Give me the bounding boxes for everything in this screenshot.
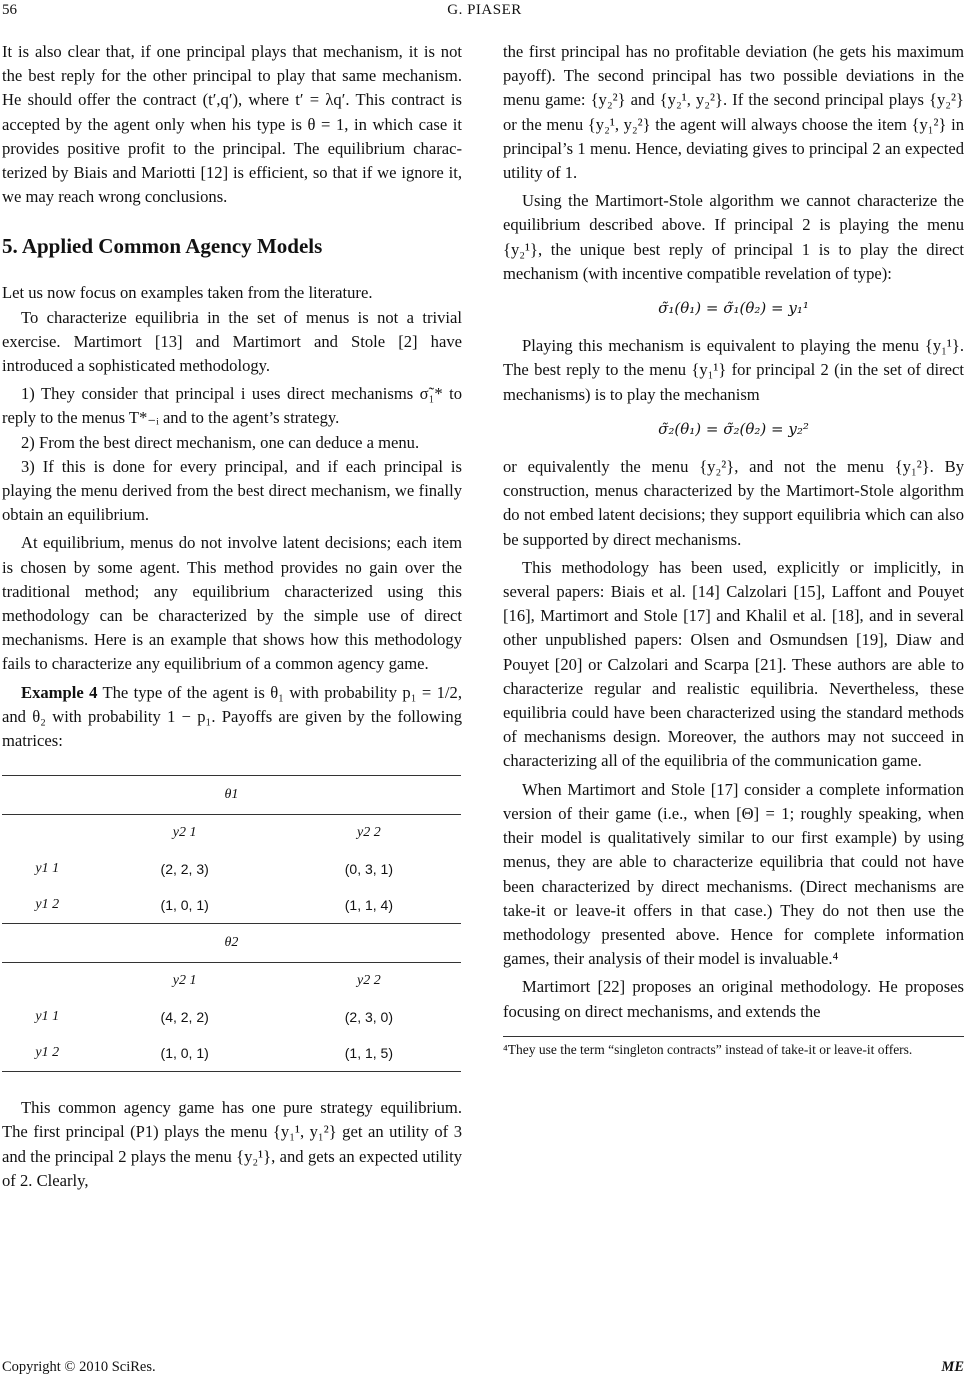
paragraph: the first principal has no profitable deviation (he gets his maximum payoff). The second principal has two possible deviations in the menu game: {y₂²} and {y₂¹, y₂²}. If the second principal plays {y₂²} or the menu {y₂¹, y₂²} the agent will always choose the item {y₁²} in principal’s 1 menu. Hence, deviating gives to principal 2 an expected utility of 1. (503, 42, 964, 183)
payoff-cell: (2, 3, 0) (344, 1009, 393, 1026)
copyright: Copyright © 2010 SciRes. (2, 1359, 156, 1375)
col-head: y2 1 (172, 973, 197, 989)
paragraph: This common agency game has one pure strategy equilibrium. The first principal (P1) plays the menu {y₁¹, y₁²} get an utility of 3 and the principal 2 plays the menu {y₂¹}, and gets an expected utility of 2. Clearly, (2, 1098, 462, 1190)
row-label: y1 2 (2, 1035, 93, 1072)
paragraph: or equivalently the menu {y₂²}, and not the menu {y₁²}. By construction, menus characterized by the Martimort-Stole algorithm do not embed latent decisions; they support equilibria which can also be supported by direct mechanisms. (503, 457, 964, 549)
example-paragraph (2, 681, 462, 754)
payoff-cell: (0, 3, 1) (344, 861, 393, 878)
journal-abbrev: ME (941, 1359, 964, 1375)
theta-2-heading: θ2 (2, 924, 461, 963)
running-author: G. PIASER (447, 2, 522, 18)
payoff-cell: (4, 2, 2) (160, 1009, 209, 1026)
equation-2: σ̃₂(θ₁) = σ̃₂(θ₂) = y₂² (658, 419, 809, 438)
example-label: Example 4 (21, 682, 98, 702)
theta-1-heading: θ1 (2, 776, 461, 815)
col-head: y2 1 (172, 825, 197, 841)
payoff-cell: (1, 1, 4) (344, 897, 393, 914)
payoff-cell: (1, 0, 1) (160, 897, 209, 914)
left-column (2, 40, 462, 1193)
paragraph: 3) If this is done for every principal, and if each principal is playing the menu derived from the best direct mechanism, we finally obtain an equilibrium. (2, 456, 462, 525)
page-number: 56 (2, 2, 17, 18)
row-label: y1 1 (35, 861, 60, 877)
equation-1: σ̃₁(θ₁) = σ̃₁(θ₂) = y₁¹ (658, 299, 809, 318)
paragraph: Martimort [22] proposes an original methodology. He proposes focusing on direct mechanisms, and extends the (503, 977, 964, 1021)
col-head: y2 2 (357, 825, 381, 841)
payoff-cell: (1, 1, 5) (277, 1035, 461, 1072)
paragraph: This methodology has been used, explicitly or implicitly, in several papers: Biais et al. [14] Calzolari [15], Laffont and Pouyet [16], Martimort and Stole [17] and Khalil et al. [18], and in several other unpublished papers: Olsen and Osmundsen [19], Diaw and Pouyet [20] or Calzolari and Scarpa [21]. These authors are able to characterize regular and realistic equilibria. Nevertheless, these equilibria could have been characterized using the standard methods of mechanisms design. Moreover, the authors may not succeed in characterizing all of the equilibria of the communication game. (503, 557, 964, 771)
paragraph: At equilibrium, menus do not involve latent decisions; each item is chosen by some agent. This method provides no gain over the traditional method; any equilibrium characterized using this methodology can be characterized by the simple use of direct mechanisms. Here is an example that shows how this methodology fails to characterize any equilibrium of a common agency game. (2, 533, 462, 674)
row-label: y1 1 (35, 1009, 60, 1025)
payoff-cell: (2, 2, 3) (160, 861, 209, 878)
paragraph: Using the Martimort-Stole algorithm we cannot characterize the equilibrium described above. If principal 2 is playing the menu {y₂¹}, the unique best reply of principal 1 is to play the direct mechanism (with incentive compatible revelation of type): (503, 191, 964, 283)
example-text: The type of the agent is θ₁ with probability p₁ = 1/2, and θ₂ with probability 1 − p₁. Payoffs are given by the following matrices: (2, 682, 462, 751)
page-header (0, 2, 969, 24)
paragraph: 1) They consider that principal i uses direct mechanisms σ̃₁* to reply to the menus T*₋ᵢ and to the agent’s strategy. (2, 384, 462, 428)
col-head: y2 2 (357, 973, 381, 989)
paragraph: Let us now focus on examples taken from the literature. (2, 283, 373, 303)
right-column (503, 40, 964, 1059)
paragraph: It is also clear that, if one principal plays that mechanism, it is not the best reply for the other principal to play that same mechanism. He should offer the contract (t′,q′), where t′ = λq′. This contract is accepted by the agent only when his type is θ = 1, in which case it provides positive profit to the principal. The equilibrium characterized by Biais and Mariotti [12] is efficient, so that if we ignore it, we may reach wrong conclusions. (2, 42, 462, 207)
paragraph: Playing this mechanism is equivalent to playing the menu {y₁¹}. The best reply to the menu {y₁¹} for principal 2 (in the set of direct mechanisms) is to play the mechanism (503, 336, 964, 404)
footnote: ⁴They use the term “singleton contracts” instead of take-it or leave-it offers. (503, 1036, 964, 1059)
page-footer (2, 1359, 964, 1376)
payoff-table (2, 775, 461, 1072)
section-title: 5. Applied Common Agency Models (2, 234, 323, 259)
row-label: y1 2 (35, 897, 60, 913)
paragraph: To characterize equilibria in the set of menus is not a trivial exercise. Martimort [13] and Martimort and Stole [2] have introduced a sophisticated methodology. (2, 307, 462, 376)
paragraph: When Martimort and Stole [17] consider a complete information version of their game (i.e., when [Θ] = 1; roughly speaking, when their model is qualitatively similar to our first example) by using menus, they are able to characterize equilibria that could not have been characterized by direct mechanisms. (Direct mechanisms are take-it or leave-it offers in that case.) They do not then use the methodology presented above. Hence for complete information games, their analysis of their model is invaluable.⁴ (503, 779, 964, 969)
payoff-cell: (1, 0, 1) (93, 1035, 277, 1072)
paragraph: 2) From the best direct mechanism, one can deduce a menu. (21, 432, 420, 452)
